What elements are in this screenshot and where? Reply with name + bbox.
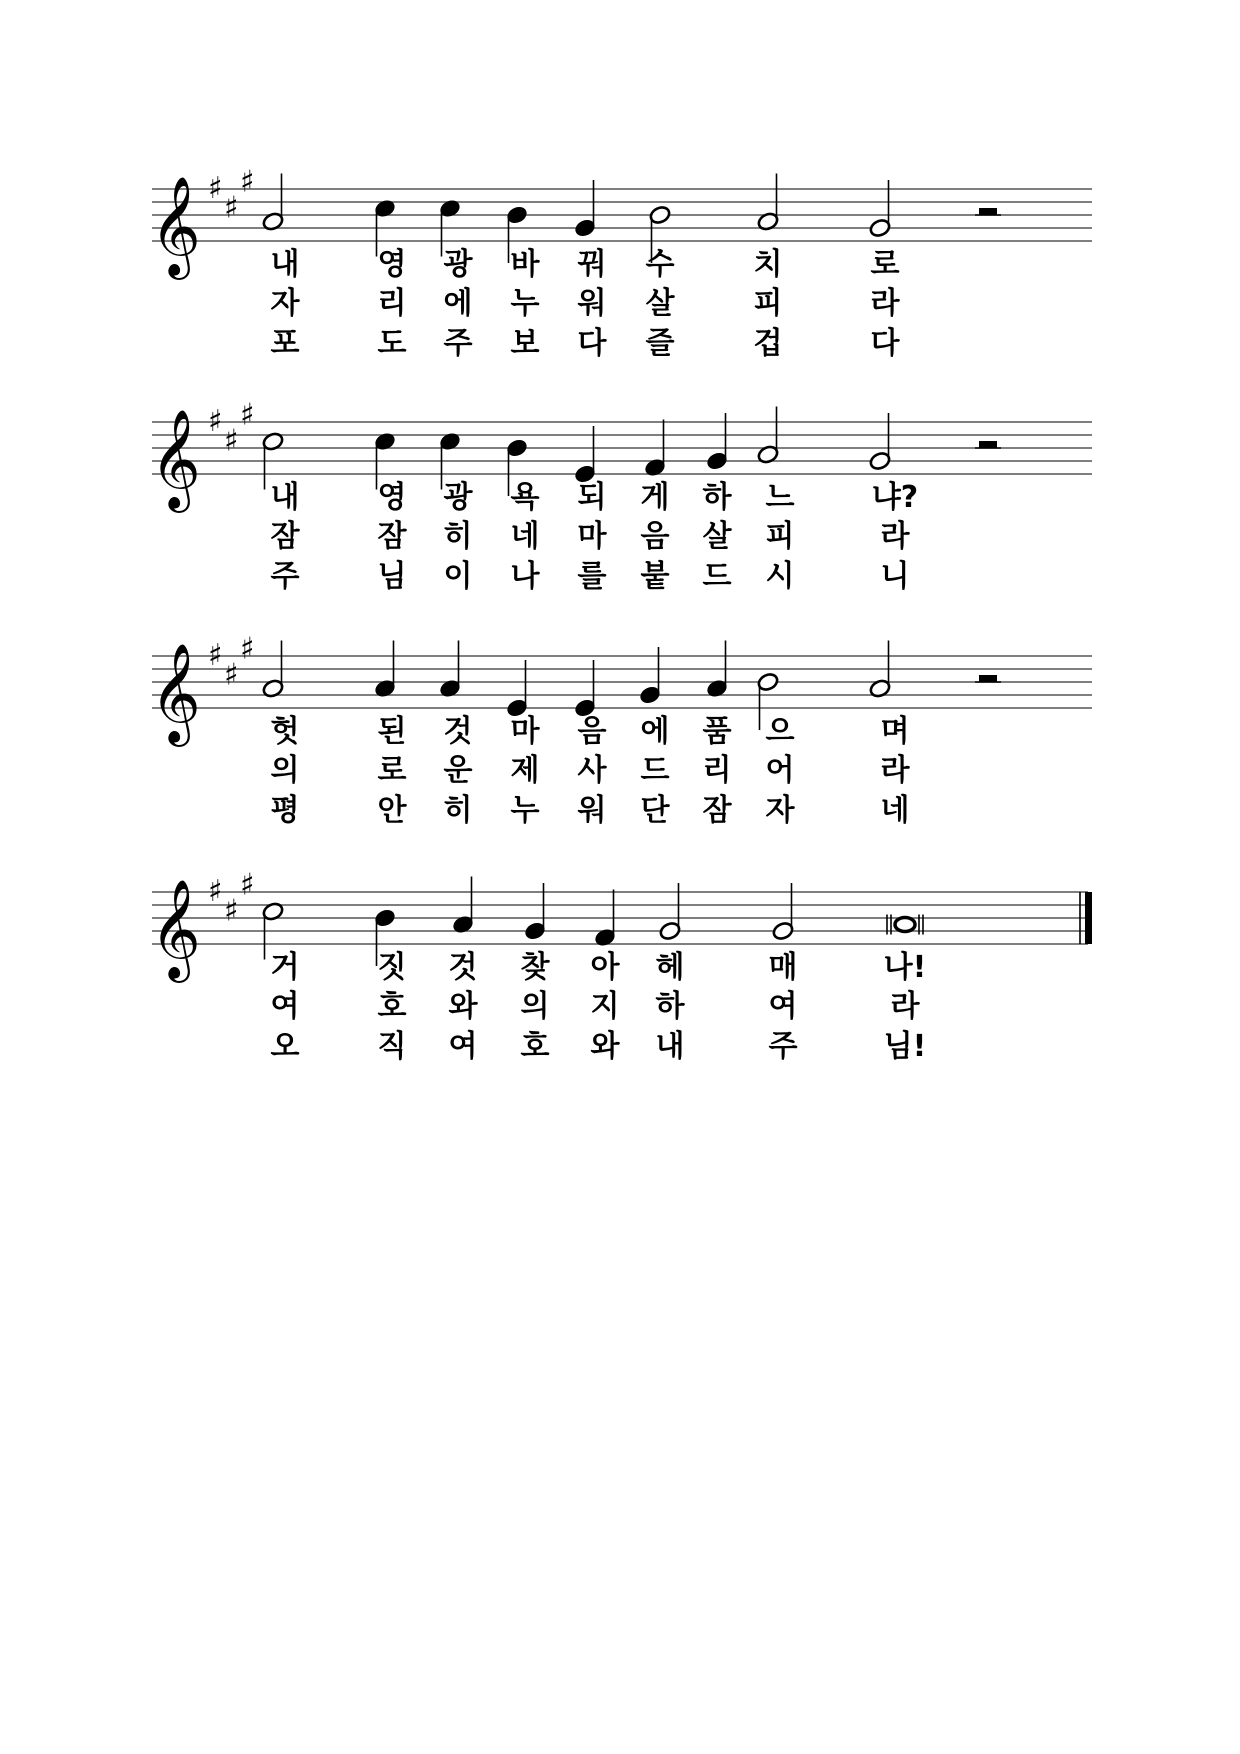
lyric-syllable: 나: [510, 559, 540, 594]
lyric-syllable: 욕: [510, 480, 540, 515]
sharp-icon: ♯: [224, 423, 239, 459]
lyric-syllable: 음: [640, 519, 670, 554]
lyric-syllable: 님: [377, 559, 407, 594]
lyric-syllable: 하: [655, 989, 685, 1024]
staff-system-4: [150, 868, 1092, 1065]
lyric-syllable: 내: [270, 480, 300, 515]
half-rest: [979, 675, 997, 682]
lyric-syllable: 보: [510, 326, 540, 361]
lyric-syllable: 주: [443, 326, 473, 361]
lyric-syllable: 된: [377, 714, 407, 749]
lyric-syllable: 내: [655, 1029, 685, 1064]
lyric-syllable: 도: [377, 326, 407, 361]
lyric-syllable: 헛: [270, 714, 300, 749]
lyric-syllable: 자: [270, 286, 300, 321]
lyric-syllable: 매: [768, 950, 798, 985]
lyric-syllable: 어: [765, 753, 795, 788]
staff-system-2: [150, 398, 1092, 595]
lyric-syllable: 이: [443, 559, 473, 594]
lyric-syllable: 붙: [640, 559, 670, 594]
lyric-syllable: 워: [577, 286, 607, 321]
lyric-syllable: 꿔: [577, 247, 607, 282]
lyric-syllable: 것: [443, 714, 473, 749]
lyric-syllable: 치: [753, 247, 783, 282]
lyric-syllable: 로: [377, 753, 407, 788]
lyric-syllable: 네: [510, 519, 540, 554]
lyric-syllable: 호: [377, 989, 407, 1024]
staff-system-1: [150, 165, 1092, 362]
lyric-syllable: 잠: [377, 519, 407, 554]
lyric-syllable: 히: [443, 793, 473, 828]
lyric-syllable: 내: [270, 247, 300, 282]
lyric-syllable: 직: [377, 1029, 407, 1064]
lyric-syllable: 되: [577, 480, 607, 515]
lyric-syllable: 주: [768, 1029, 798, 1064]
lyric-syllable: 다: [577, 326, 607, 361]
lyric-syllable: 누: [510, 286, 540, 321]
lyric-syllable: 느: [765, 480, 795, 515]
lyric-syllable: 워: [577, 793, 607, 828]
breve-note: [895, 918, 915, 932]
lyric-syllable: 냐?: [871, 480, 919, 515]
lyric-syllable: 게: [640, 480, 670, 515]
lyric-syllable: 수: [645, 247, 675, 282]
lyric-syllable: 시: [765, 559, 795, 594]
lyric-syllable: 여: [270, 989, 300, 1024]
lyric-syllable: 잠: [270, 519, 300, 554]
lyric-syllable: 으: [765, 714, 795, 749]
lyric-syllable: 드: [640, 753, 670, 788]
lyric-syllable: 안: [377, 793, 407, 828]
lyric-syllable: 라: [870, 286, 900, 321]
lyric-syllable: 음: [577, 714, 607, 749]
staff-system-3: [150, 632, 1092, 829]
treble-clef-icon: 𝄞: [150, 879, 201, 979]
half-rest: [979, 208, 997, 215]
lyric-syllable: 광: [443, 247, 473, 282]
lyric-syllable: 나!: [883, 950, 927, 985]
lyric-syllable: 자: [765, 793, 795, 828]
lyric-syllable: 영: [377, 247, 407, 282]
lyric-syllable: 잠: [702, 793, 732, 828]
lyric-syllable: 다: [870, 326, 900, 361]
lyric-syllable: 호: [520, 1029, 550, 1064]
lyric-syllable: 광: [443, 480, 473, 515]
lyric-syllable: 짓: [377, 950, 407, 985]
lyric-syllable: 의: [520, 989, 550, 1024]
sharp-icon: ♯: [208, 404, 223, 439]
lyric-syllable: 단: [640, 793, 670, 828]
final-barline: [1085, 892, 1092, 944]
lyric-syllable: 라: [890, 989, 920, 1024]
sharp-icon: ♯: [240, 164, 255, 200]
lyric-syllable: 의: [270, 753, 300, 788]
lyric-syllable: 포: [270, 326, 300, 361]
lyric-syllable: 와: [590, 1029, 620, 1064]
sharp-icon: ♯: [224, 190, 239, 226]
lyric-syllable: 것: [448, 950, 478, 985]
treble-clef-icon: 𝄞: [150, 409, 201, 509]
lyric-syllable: 지: [590, 989, 620, 1024]
sharp-icon: ♯: [240, 867, 255, 903]
lyric-syllable: 누: [510, 793, 540, 828]
lyric-syllable: 마: [577, 519, 607, 554]
lyric-syllable: 살: [645, 286, 675, 321]
lyric-syllable: 히: [443, 519, 473, 554]
lyric-syllable: 겁: [753, 326, 783, 361]
lyric-syllable: 영: [377, 480, 407, 515]
lyric-syllable: 찾: [520, 950, 550, 985]
lyric-syllable: 니: [880, 559, 910, 594]
lyric-syllable: 평: [270, 793, 300, 828]
lyric-syllable: 피: [753, 286, 783, 321]
lyric-syllable: 네: [880, 793, 910, 828]
lyric-syllable: 님!: [883, 1029, 927, 1064]
lyric-syllable: 를: [577, 559, 607, 594]
lyric-syllable: 피: [765, 519, 795, 554]
lyric-syllable: 바: [510, 247, 540, 282]
lyric-syllable: 로: [870, 247, 900, 282]
lyric-syllable: 제: [510, 753, 540, 788]
sharp-icon: ♯: [224, 893, 239, 929]
lyric-syllable: 여: [768, 989, 798, 1024]
lyric-syllable: 헤: [655, 950, 685, 985]
lyric-syllable: 살: [702, 519, 732, 554]
lyric-syllable: 리: [702, 753, 732, 788]
lyric-syllable: 거: [270, 950, 300, 985]
sharp-icon: ♯: [208, 171, 223, 206]
lyric-syllable: 에: [443, 286, 473, 321]
lyric-syllable: 여: [448, 1029, 478, 1064]
lyric-syllable: 아: [590, 950, 620, 985]
treble-clef-icon: 𝄞: [150, 643, 201, 743]
lyric-syllable: 하: [702, 480, 732, 515]
sharp-icon: ♯: [240, 631, 255, 667]
lyric-syllable: 사: [577, 753, 607, 788]
lyric-syllable: 오: [270, 1029, 300, 1064]
lyric-syllable: 와: [448, 989, 478, 1024]
lyric-syllable: 라: [880, 519, 910, 554]
sharp-icon: ♯: [224, 657, 239, 693]
sharp-icon: ♯: [240, 397, 255, 433]
lyric-syllable: 라: [880, 753, 910, 788]
treble-clef-icon: 𝄞: [150, 176, 201, 276]
sharp-icon: ♯: [208, 638, 223, 673]
lyric-syllable: 즐: [645, 326, 675, 361]
lyric-syllable: 에: [640, 714, 670, 749]
lyric-syllable: 리: [377, 286, 407, 321]
lyric-syllable: 며: [880, 714, 910, 749]
lyric-syllable: 주: [270, 559, 300, 594]
lyric-syllable: 품: [702, 714, 732, 749]
sharp-icon: ♯: [208, 874, 223, 909]
half-rest: [979, 441, 997, 448]
lyric-syllable: 운: [443, 753, 473, 788]
lyric-syllable: 마: [510, 714, 540, 749]
lyric-syllable: 드: [702, 559, 732, 594]
